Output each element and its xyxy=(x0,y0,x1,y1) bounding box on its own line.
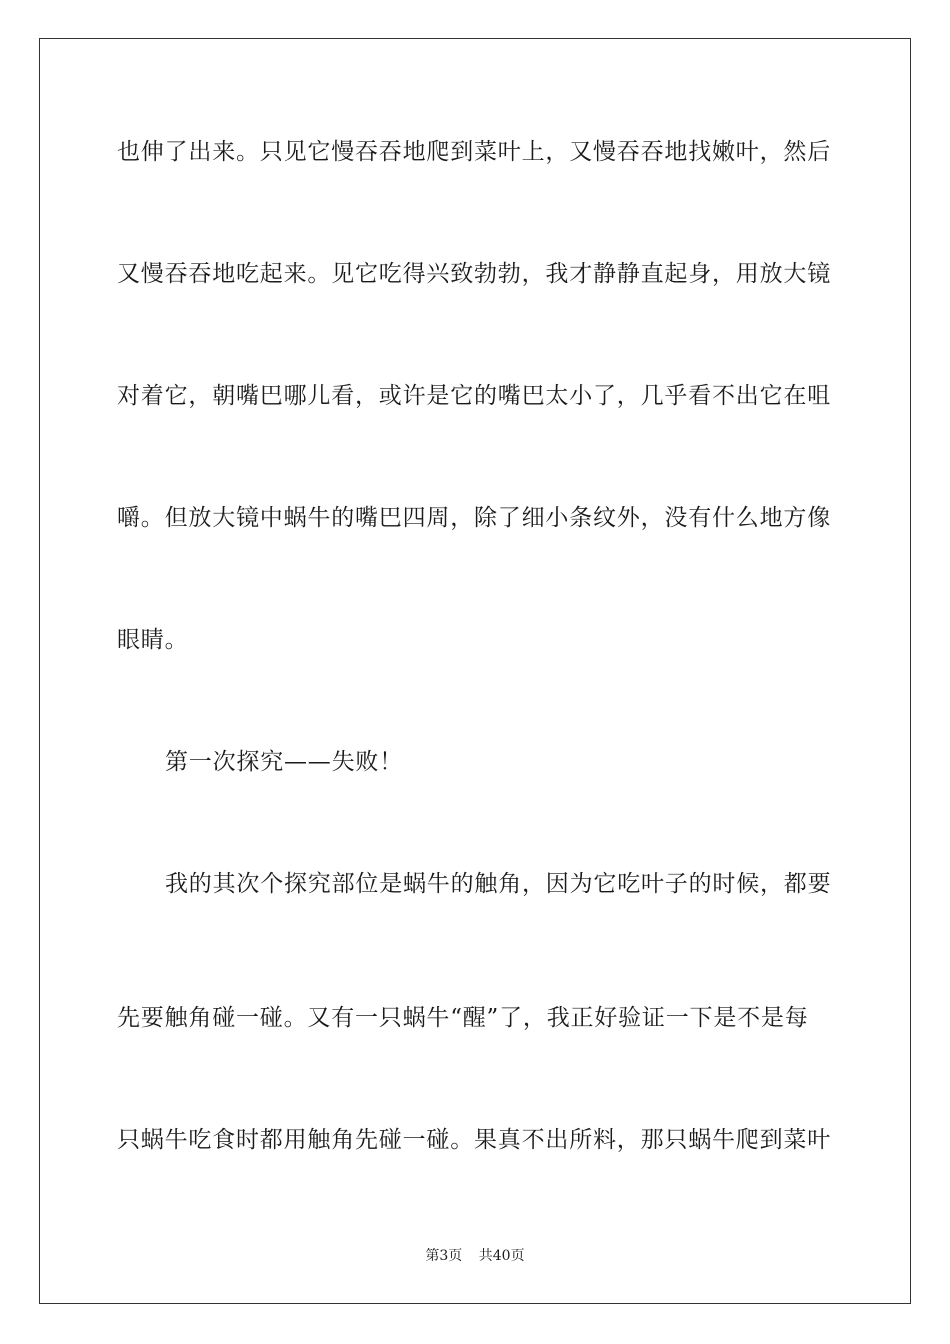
body-text-line: 眼睛。 xyxy=(117,627,189,653)
body-text-line: 对着它，朝嘴巴哪儿看，或许是它的嘴巴太小了，几乎看不出它在咀 xyxy=(117,383,831,409)
page-border xyxy=(39,38,911,1304)
body-text-line: 只蜗牛吃食时都用触角先碰一碰。果真不出所料，那只蜗牛爬到菜叶 xyxy=(117,1127,831,1153)
body-text-line: 嚼。但放大镜中蜗牛的嘴巴四周，除了细小条纹外，没有什么地方像 xyxy=(117,505,831,531)
body-text-line: 我的其次个探究部位是蜗牛的触角，因为它吃叶子的时候，都要 xyxy=(165,871,832,897)
page-footer xyxy=(0,1245,950,1265)
total-pages: 共40页 xyxy=(478,1248,525,1264)
page-number: 第3页 xyxy=(425,1248,463,1264)
body-text-line: 又慢吞吞地吃起来。见它吃得兴致勃勃，我才静静直起身，用放大镜 xyxy=(117,261,831,287)
body-text-line: 也伸了出来。只见它慢吞吞地爬到菜叶上，又慢吞吞地找嫩叶，然后 xyxy=(117,139,831,165)
section-heading: 第一次探究——失败！ xyxy=(165,749,403,775)
body-text-line: 先要触角碰一碰。又有一只蜗牛“醒”了，我正好验证一下是不是每 xyxy=(117,1005,809,1031)
